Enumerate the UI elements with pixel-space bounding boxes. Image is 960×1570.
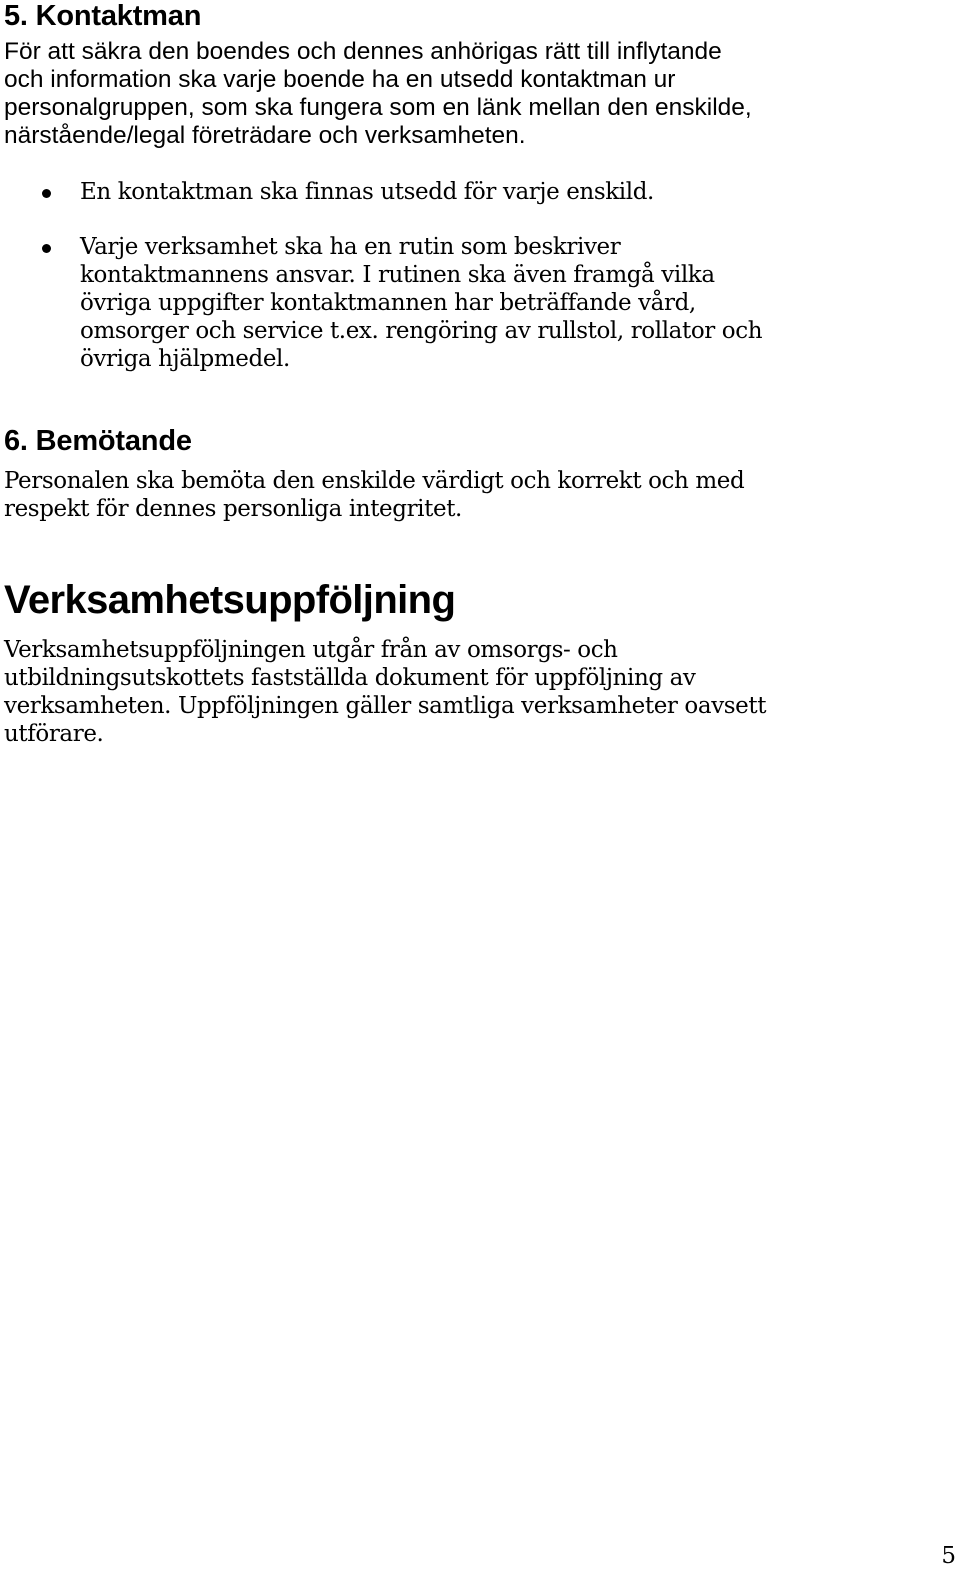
body-line: Personalen ska bemöta den enskilde värdigt och korrekt och med [4,468,745,494]
bullet-text [80,178,770,206]
section-heading-kontaktman: 5. Kontaktman [4,0,202,32]
page-number: 5 [941,1543,956,1569]
bullet-dot-icon [42,189,51,198]
intro-line: personalgruppen, som ska fungera som en länk mellan den enskilde, [4,94,752,121]
body-line: utförare. [4,721,104,747]
body-line: utbildningsutskottets fastställda dokument för uppföljning av [4,665,696,691]
intro-line: För att säkra den boendes och dennes anhörigas rätt till inflytande [4,38,722,65]
body-line: verksamheten. Uppföljningen gäller samtliga verksamheter oavsett [4,693,767,719]
intro-line: närstående/legal företrädare och verksamheten. [4,122,526,149]
body-line: Verksamhetsuppföljningen utgår från av omsorgs- och [4,637,618,663]
bullet-dot-icon [42,244,51,253]
section-heading-bemotande: 6. Bemötande [4,425,192,457]
bullet-line: övriga hjälpmedel. [80,346,290,372]
bullet-line: En kontaktman ska finnas utsedd för varje enskild. [80,179,654,205]
bullet-line: övriga uppgifter kontaktmannen har beträffande vård, [80,290,696,316]
heading-verksamhetsuppfoljning: Verksamhetsuppföljning [4,578,456,622]
bullet-line: kontaktmannens ansvar. I rutinen ska även framgå vilka [80,262,715,288]
kontaktman-intro [4,38,794,150]
bemotande-body [4,467,794,523]
uppfoljning-body [4,636,794,748]
intro-line: och information ska varje boende ha en utsedd kontaktman ur [4,66,676,93]
body-line: respekt för dennes personliga integritet. [4,496,462,522]
bullet-text [80,233,770,373]
bullet-line: Varje verksamhet ska ha en rutin som beskriver [80,234,621,260]
bullet-line: omsorger och service t.ex. rengöring av rullstol, rollator och [80,318,763,344]
